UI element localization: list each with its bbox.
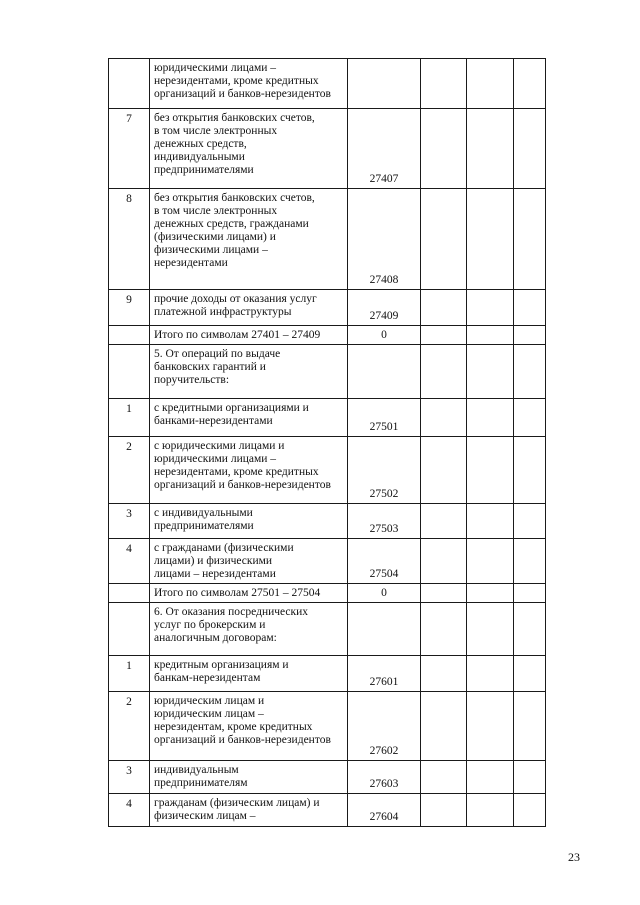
row-number: 8 <box>109 189 150 290</box>
row-symbol-code <box>348 345 421 399</box>
row-description <box>150 290 348 326</box>
row-description <box>150 692 348 761</box>
description-line: нерезидентам, кроме кредитных <box>154 721 313 733</box>
description-line: кредитным организациям и <box>154 659 289 671</box>
table-row <box>109 692 546 761</box>
value-cell <box>514 326 546 345</box>
description-line: организаций и банков-нерезидентов <box>154 88 331 100</box>
row-number <box>109 326 150 345</box>
description-line: нерезидентами, кроме кредитных <box>154 75 319 87</box>
description-line: предпринимателями <box>154 520 254 532</box>
value-cell <box>421 399 467 437</box>
description-line: банковских гарантий и <box>154 361 266 373</box>
value-cell <box>467 326 514 345</box>
value-cell <box>421 794 467 827</box>
description-line: (физическими лицами) и <box>154 231 276 243</box>
value-cell <box>467 437 514 504</box>
description-line: юридическими лицами – <box>154 62 277 74</box>
description-line: в том числе электронных <box>154 205 278 217</box>
description-line: предпринимателям <box>154 777 248 789</box>
description-line: денежных средств, <box>154 138 247 150</box>
value-cell <box>467 189 514 290</box>
value-cell <box>467 656 514 692</box>
value-cell <box>421 189 467 290</box>
description-line: организаций и банков-нерезидентов <box>154 734 331 746</box>
row-number: 3 <box>109 761 150 794</box>
value-cell <box>514 794 546 827</box>
value-cell <box>514 692 546 761</box>
value-cell <box>421 290 467 326</box>
value-cell <box>467 539 514 584</box>
description-line: лицами) и физическими <box>154 555 273 567</box>
value-cell <box>467 504 514 539</box>
table-row <box>109 584 546 603</box>
table-row <box>109 603 546 656</box>
value-cell <box>421 59 467 109</box>
description-line: банками-нерезидентами <box>154 415 273 427</box>
row-symbol-code: 27601 <box>348 656 421 692</box>
table-row <box>109 794 546 827</box>
table-row <box>109 504 546 539</box>
row-symbol-code <box>348 59 421 109</box>
description-line: денежных средств, гражданами <box>154 218 309 230</box>
description-line: организаций и банков-нерезидентов <box>154 479 331 491</box>
description-line: банкам-нерезидентам <box>154 672 261 684</box>
row-number: 9 <box>109 290 150 326</box>
table-row <box>109 761 546 794</box>
value-cell <box>514 539 546 584</box>
table-row <box>109 109 546 189</box>
row-number: 2 <box>109 692 150 761</box>
description-line: с кредитными организациями и <box>154 402 309 414</box>
description-line: юридическим лицам и <box>154 695 265 707</box>
value-cell <box>421 584 467 603</box>
row-description <box>150 794 348 827</box>
value-cell <box>514 399 546 437</box>
row-symbol-code: 0 <box>348 584 421 603</box>
table-row <box>109 656 546 692</box>
row-number <box>109 345 150 399</box>
table-row <box>109 539 546 584</box>
value-cell <box>467 584 514 603</box>
row-description <box>150 584 348 603</box>
row-number: 1 <box>109 656 150 692</box>
table-row <box>109 437 546 504</box>
value-cell <box>467 345 514 399</box>
row-symbol-code: 27604 <box>348 794 421 827</box>
value-cell <box>514 437 546 504</box>
description-line: предпринимателями <box>154 164 254 176</box>
row-symbol-code: 27407 <box>348 109 421 189</box>
description-line: без открытия банковских счетов, <box>154 192 315 204</box>
row-symbol-code <box>348 603 421 656</box>
value-cell <box>514 109 546 189</box>
description-line: с юридическими лицами и <box>154 440 285 452</box>
value-cell <box>467 692 514 761</box>
row-description <box>150 345 348 399</box>
row-symbol-code: 27602 <box>348 692 421 761</box>
row-symbol-code: 27408 <box>348 189 421 290</box>
value-cell <box>514 603 546 656</box>
value-cell <box>421 326 467 345</box>
row-description <box>150 109 348 189</box>
row-description <box>150 326 348 345</box>
description-line: индивидуальными <box>154 151 245 163</box>
row-description <box>150 761 348 794</box>
row-number: 7 <box>109 109 150 189</box>
value-cell <box>467 109 514 189</box>
table-row <box>109 290 546 326</box>
row-symbol-code: 27504 <box>348 539 421 584</box>
value-cell <box>467 399 514 437</box>
value-cell <box>421 692 467 761</box>
symbols-table <box>108 58 546 827</box>
row-description <box>150 656 348 692</box>
table-row <box>109 326 546 345</box>
value-cell <box>421 437 467 504</box>
description-line: аналогичным договорам: <box>154 632 277 644</box>
value-cell <box>467 59 514 109</box>
row-number: 2 <box>109 437 150 504</box>
value-cell <box>514 59 546 109</box>
row-number <box>109 584 150 603</box>
description-line: лицами – нерезидентами <box>154 568 276 580</box>
description-line: Итого по символам 27401 – 27409 <box>154 329 321 341</box>
row-symbol-code: 27603 <box>348 761 421 794</box>
value-cell <box>514 504 546 539</box>
row-description <box>150 504 348 539</box>
value-cell <box>421 345 467 399</box>
description-line: Итого по символам 27501 – 27504 <box>154 587 321 599</box>
value-cell <box>421 539 467 584</box>
description-line: 6. От оказания посреднических <box>154 606 309 618</box>
value-cell <box>421 603 467 656</box>
description-line: в том числе электронных <box>154 125 278 137</box>
description-line: юридическими лицами – <box>154 453 277 465</box>
description-line: с индивидуальными <box>154 507 253 519</box>
description-line: гражданам (физическим лицам) и <box>154 797 320 809</box>
description-line: без открытия банковских счетов, <box>154 112 315 124</box>
row-number: 3 <box>109 504 150 539</box>
table-row <box>109 399 546 437</box>
row-symbol-code: 0 <box>348 326 421 345</box>
row-description <box>150 539 348 584</box>
value-cell <box>421 656 467 692</box>
value-cell <box>421 109 467 189</box>
row-symbol-code: 27503 <box>348 504 421 539</box>
description-line: поручительств: <box>154 374 230 386</box>
value-cell <box>421 761 467 794</box>
value-cell <box>467 290 514 326</box>
description-line: с гражданами (физическими <box>154 542 294 554</box>
value-cell <box>514 761 546 794</box>
row-number: 4 <box>109 539 150 584</box>
row-number <box>109 59 150 109</box>
table-row <box>109 59 546 109</box>
description-line: нерезидентами <box>154 257 228 269</box>
row-symbol-code: 27502 <box>348 437 421 504</box>
row-description <box>150 399 348 437</box>
value-cell <box>421 504 467 539</box>
description-line: услуг по брокерским и <box>154 619 266 631</box>
row-description <box>150 603 348 656</box>
table-row <box>109 345 546 399</box>
description-line: платежной инфраструктуры <box>154 306 292 318</box>
row-number <box>109 603 150 656</box>
value-cell <box>467 761 514 794</box>
row-description <box>150 59 348 109</box>
value-cell <box>514 345 546 399</box>
description-line: физическими лицами – <box>154 244 268 256</box>
value-cell <box>514 656 546 692</box>
value-cell <box>514 189 546 290</box>
description-line: юридическим лицам – <box>154 708 264 720</box>
description-line: индивидуальным <box>154 764 239 776</box>
description-line: нерезидентами, кроме кредитных <box>154 466 319 478</box>
row-description <box>150 189 348 290</box>
row-number: 4 <box>109 794 150 827</box>
description-line: 5. От операций по выдаче <box>154 348 281 360</box>
value-cell <box>467 794 514 827</box>
row-symbol-code: 27409 <box>348 290 421 326</box>
value-cell <box>467 603 514 656</box>
page-number: 23 <box>568 850 580 864</box>
row-description <box>150 437 348 504</box>
row-symbol-code: 27501 <box>348 399 421 437</box>
value-cell <box>514 584 546 603</box>
description-line: физическим лицам – <box>154 810 256 822</box>
description-line: прочие доходы от оказания услуг <box>154 293 317 305</box>
table-row <box>109 189 546 290</box>
row-number: 1 <box>109 399 150 437</box>
value-cell <box>514 290 546 326</box>
